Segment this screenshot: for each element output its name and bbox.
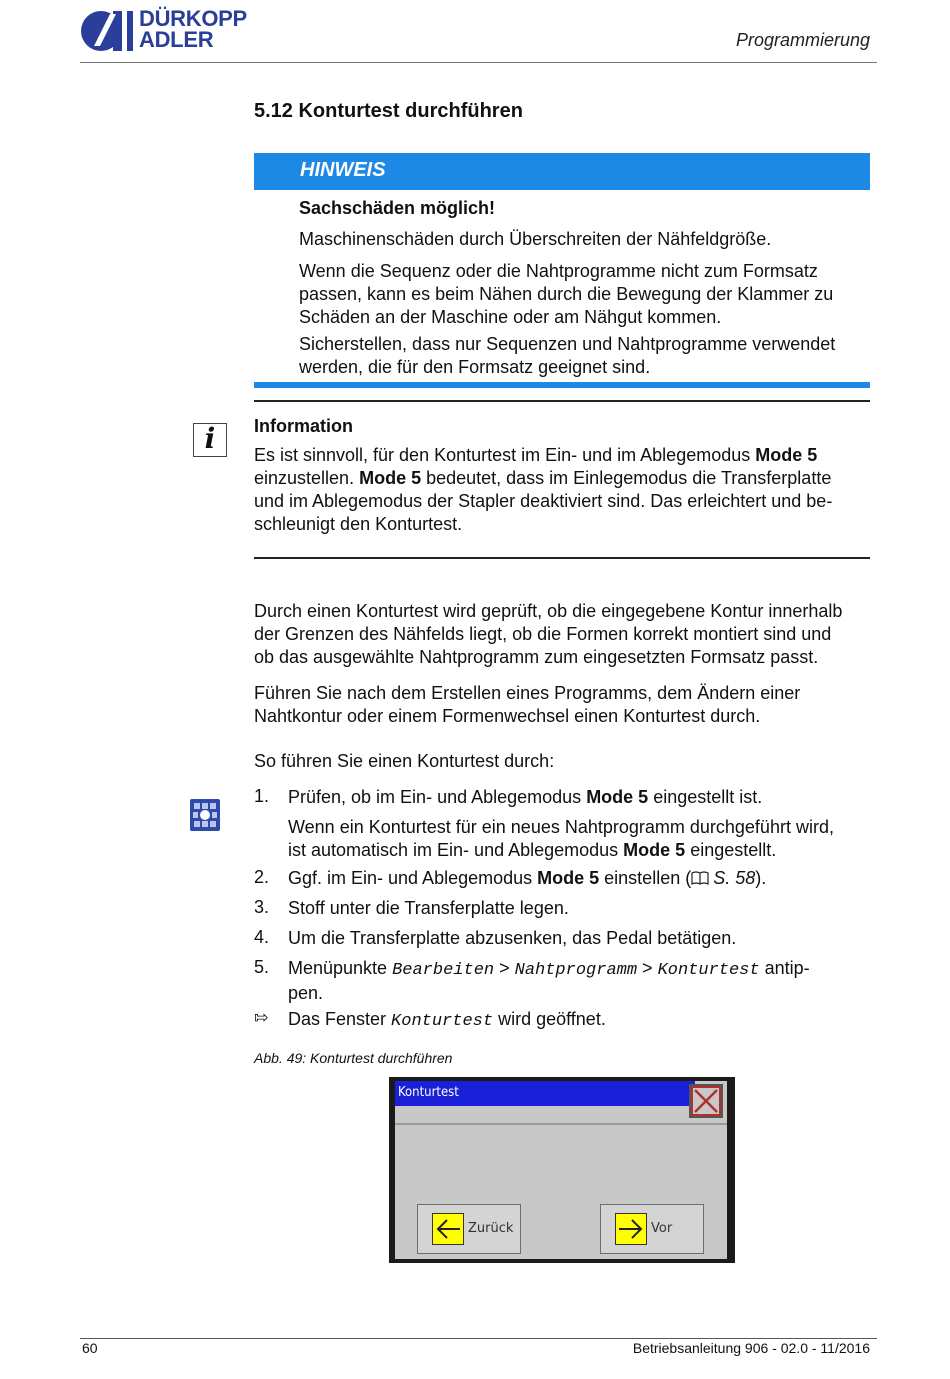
body-paragraph-2 bbox=[254, 682, 800, 728]
step-number-5: 5. bbox=[254, 957, 270, 977]
section-title: 5.12 Konturtest durchführen bbox=[254, 100, 523, 122]
notice-banner bbox=[254, 153, 870, 190]
info-l1-mode: Mode 5 bbox=[755, 445, 818, 465]
step-1-text-end: eingestellt ist. bbox=[648, 787, 763, 807]
step-2-text: Ggf. im Ein- und Ablegemodus bbox=[288, 868, 538, 888]
step-number-2: 2. bbox=[254, 867, 270, 887]
step-number-3: 3. bbox=[254, 897, 270, 917]
close-icon bbox=[691, 1086, 721, 1116]
next-button-label: Vor bbox=[651, 1221, 673, 1236]
brand-line-1: DÜRKOPP bbox=[139, 6, 247, 31]
info-l2-text-c: bedeutet, dass im Einlegemodus die Transferplatte bbox=[421, 468, 832, 488]
step-2-mode: Mode 5 bbox=[537, 868, 600, 888]
step-1-note-line-1: Wenn ein Konturtest für ein neues Nahtprogramm durchgeführt wird, bbox=[288, 817, 834, 837]
menu-item-konturtest: Konturtest bbox=[657, 961, 760, 980]
result-window-name: Konturtest bbox=[391, 1012, 494, 1031]
notice-paragraph-1: Maschinenschäden durch Überschreiten der Nähfeldgröße. bbox=[299, 229, 772, 249]
body-p1-line-3: ob das ausgewählte Nahtprogramm zum eingesetzten Formsatz passt. bbox=[254, 647, 819, 667]
info-line-3: und im Ablegemodus der Stapler deaktiviert sind. Das erleichtert und be- bbox=[254, 491, 833, 511]
info-bottom-rule bbox=[254, 557, 870, 559]
step-result bbox=[288, 1008, 873, 1033]
step-2-text-end: ). bbox=[755, 868, 767, 888]
info-line-4: schleunigt den Konturtest. bbox=[254, 514, 463, 534]
info-l2-mode: Mode 5 bbox=[359, 468, 422, 488]
step-1-note-text: ist automatisch im Ein- und Ablegemodus bbox=[288, 840, 624, 860]
next-button[interactable] bbox=[600, 1204, 704, 1254]
page-reference-link[interactable]: S. 58 bbox=[713, 868, 756, 888]
body-p1-line-1: Durch einen Konturtest wird geprüft, ob die eingegebene Kontur innerhalb bbox=[254, 601, 843, 621]
info-top-rule bbox=[254, 400, 870, 402]
step-number-4: 4. bbox=[254, 927, 270, 947]
notice-p2-line-2: passen, kann es beim Nähen durch die Bewegung der Klammer zu bbox=[299, 284, 834, 304]
step-1 bbox=[288, 786, 873, 809]
info-text bbox=[254, 444, 874, 536]
step-1-note-text-end: eingestellt. bbox=[685, 840, 777, 860]
step-5-line-2: pen. bbox=[288, 983, 324, 1003]
step-4: Um die Transferplatte abzusenken, das Pedal betätigen. bbox=[288, 928, 737, 948]
notice-paragraph-2 bbox=[299, 260, 833, 329]
menu-item-nahtprogramm: Nahtprogramm bbox=[514, 961, 638, 980]
info-line-2 bbox=[254, 467, 874, 490]
notice-p3-line-2: werden, die für den Formsatz geeignet sind. bbox=[299, 357, 651, 377]
back-button[interactable] bbox=[417, 1204, 521, 1254]
info-l1-text: Es ist sinnvoll, für den Konturtest im Ein- und im Ablegemodus bbox=[254, 445, 756, 465]
step-1-note-line-2 bbox=[288, 839, 873, 862]
step-5-text-end: antip- bbox=[759, 958, 810, 978]
result-text: Das Fenster bbox=[288, 1009, 392, 1029]
notice-bottom-bar bbox=[254, 382, 870, 388]
figure-caption: Abb. 49: Konturtest durchführen bbox=[254, 1050, 453, 1066]
brand-wordmark bbox=[139, 8, 247, 50]
arrow-right-icon bbox=[615, 1213, 647, 1245]
book-icon bbox=[691, 871, 709, 885]
body-p1-line-2: der Grenzen des Nähfelds liegt, ob die Formen korrekt montiert sind und bbox=[254, 624, 832, 644]
step-number-1: 1. bbox=[254, 786, 270, 806]
window-title-bar bbox=[395, 1081, 695, 1106]
info-l2-text-a: einzustellen. bbox=[254, 468, 360, 488]
notice-p3-line-1: Sicherstellen, dass nur Sequenzen und Nahtprogramme verwendet bbox=[299, 334, 836, 354]
result-arrow-icon: ⇰ bbox=[254, 1008, 269, 1027]
close-button[interactable] bbox=[689, 1084, 723, 1118]
step-5-line-1 bbox=[288, 957, 873, 982]
control-panel-icon bbox=[190, 799, 220, 831]
body-p2-line-1: Führen Sie nach dem Erstellen eines Programms, dem Ändern einer bbox=[254, 683, 801, 703]
notice-p2-line-1: Wenn die Sequenz oder die Nahtprogramme nicht zum Formsatz bbox=[299, 261, 818, 281]
step-2-text-mid: einstellen ( bbox=[599, 868, 692, 888]
notice-paragraph-3 bbox=[299, 333, 835, 379]
page-number: 60 bbox=[82, 1340, 98, 1356]
back-button-label: Zurück bbox=[468, 1221, 514, 1236]
notice-label: HINWEIS bbox=[300, 159, 386, 181]
menu-separator-2: > bbox=[637, 958, 658, 978]
information-icon: i bbox=[193, 423, 227, 457]
body-paragraph-1 bbox=[254, 600, 879, 669]
konturtest-window-body bbox=[395, 1081, 727, 1259]
info-title: Information bbox=[254, 416, 353, 436]
konturtest-window bbox=[389, 1077, 735, 1263]
step-1-mode: Mode 5 bbox=[586, 787, 649, 807]
menu-separator-1: > bbox=[494, 958, 515, 978]
step-2 bbox=[288, 867, 873, 890]
menu-item-bearbeiten: Bearbeiten bbox=[392, 961, 495, 980]
notice-p2-line-3: Schäden an der Maschine oder am Nähgut kommen. bbox=[299, 307, 722, 327]
chapter-title: Programmierung bbox=[735, 30, 870, 50]
body-p2-line-2: Nahtkontur oder einem Formenwechsel einen Konturtest durch. bbox=[254, 706, 761, 726]
step-1-note-mode: Mode 5 bbox=[623, 840, 686, 860]
brand-line-2: ADLER bbox=[139, 27, 214, 52]
steps-intro: So führen Sie einen Konturtest durch: bbox=[254, 751, 555, 771]
info-line-1 bbox=[254, 444, 874, 467]
notice-title: Sachschäden möglich! bbox=[299, 198, 496, 218]
footer-divider bbox=[80, 1338, 877, 1339]
header-divider bbox=[80, 62, 877, 63]
window-divider bbox=[395, 1123, 727, 1125]
step-1-text: Prüfen, ob im Ein- und Ablegemodus bbox=[288, 787, 587, 807]
document-reference: Betriebsanleitung 906 - 02.0 - 11/2016 bbox=[632, 1340, 870, 1356]
result-text-end: wird geöffnet. bbox=[493, 1009, 606, 1029]
step-1-note bbox=[288, 816, 873, 862]
step-3: Stoff unter die Transferplatte legen. bbox=[288, 898, 569, 918]
arrow-left-icon bbox=[432, 1213, 464, 1245]
duerkopp-adler-logo-icon bbox=[80, 10, 134, 52]
step-5-text: Menüpunkte bbox=[288, 958, 393, 978]
window-title: Konturtest bbox=[398, 1085, 459, 1100]
step-5 bbox=[288, 957, 873, 1005]
